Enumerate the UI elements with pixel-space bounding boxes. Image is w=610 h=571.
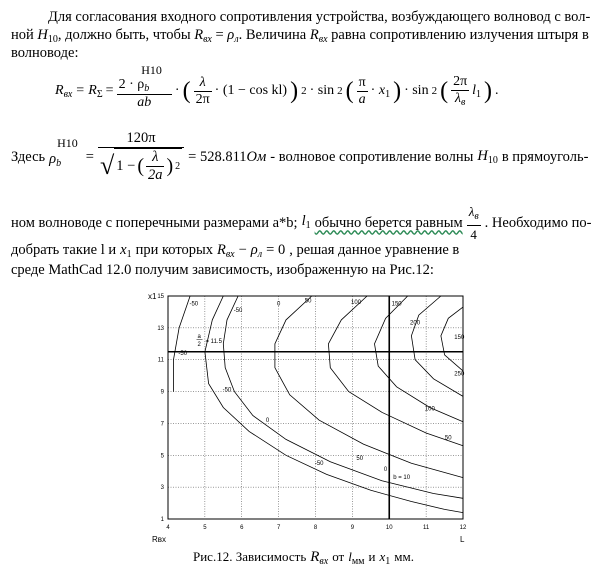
x-tick-label: 4 bbox=[166, 525, 170, 531]
var-H: H bbox=[37, 27, 48, 43]
b-annotation: b = 10 bbox=[393, 475, 411, 482]
lambda-4-fraction: $\frac{\lambda_в}{4}$ bbox=[468, 204, 479, 242]
x-tick-label: 9 bbox=[350, 525, 355, 531]
contour-label: 100 bbox=[351, 299, 362, 306]
x-tick-label: 12 bbox=[459, 525, 467, 531]
H10: $H_{10}$ bbox=[477, 148, 498, 166]
sub: вх bbox=[318, 34, 328, 45]
rin: $R_{вх}$ bbox=[216, 242, 235, 260]
corner-label: Rвх bbox=[152, 535, 167, 544]
text-post2: в прямоуголь- bbox=[501, 148, 589, 165]
eq: = 0 bbox=[266, 242, 286, 258]
paragraph1-line3: волноводе: bbox=[11, 45, 79, 61]
minus: − bbox=[238, 242, 247, 258]
var-R: R bbox=[309, 27, 319, 43]
x-tick-label: 7 bbox=[276, 525, 281, 531]
l-mm: $l_{мм}$ bbox=[348, 549, 365, 567]
x-tick-label: 6 bbox=[240, 525, 244, 531]
contour-label: 150 bbox=[391, 301, 402, 308]
text: ной bbox=[11, 27, 34, 43]
y-tick-label: 3 bbox=[160, 485, 164, 492]
paragraph2-line3: среде MathCad 12.0 получим зависимость, изображенную на Рис.12: bbox=[11, 262, 434, 278]
text: и bbox=[368, 549, 376, 564]
contour-label: 150 bbox=[454, 335, 465, 342]
x1: $x_1$ bbox=[379, 549, 391, 567]
x-tick-label: 8 bbox=[313, 525, 318, 531]
contour-label: 50 bbox=[304, 298, 312, 305]
svg-text:a: a bbox=[197, 333, 201, 340]
sin2: · sin bbox=[404, 83, 429, 98]
contour-label: 200 bbox=[410, 320, 421, 327]
x-axis-label: L bbox=[460, 535, 465, 544]
contour-line bbox=[275, 296, 463, 478]
pow: 2 bbox=[431, 85, 438, 97]
text: , решая данное уравнение в bbox=[289, 242, 460, 258]
var-R: R bbox=[194, 27, 204, 43]
text: ном волноводе с поперечными размерами a*b; bbox=[11, 214, 298, 231]
y-tick-label: 1 bbox=[160, 517, 164, 523]
text-post: - волновое сопротивление волны bbox=[270, 148, 474, 165]
eq: = bbox=[215, 27, 224, 43]
eq1: = $R_\Sigma$ bbox=[75, 82, 103, 100]
y-axis-label: x1 bbox=[148, 292, 157, 301]
paragraph1-line1: Для согласования входного сопротивления устройства, возбуждающего волновод с вол- bbox=[48, 9, 591, 25]
sin2-arg: $l_1$ bbox=[472, 82, 482, 100]
eq2: = bbox=[105, 83, 114, 98]
svg-text:= 11.5: = 11.5 bbox=[205, 338, 222, 345]
figure-caption bbox=[193, 549, 414, 567]
paren-close: ) bbox=[290, 77, 299, 104]
dot: · bbox=[174, 83, 180, 98]
contour-chart bbox=[148, 286, 473, 544]
rin: $R_{вх}$ bbox=[310, 549, 329, 567]
formula-rho bbox=[11, 123, 588, 191]
contour-label: 0 bbox=[383, 467, 388, 474]
contour-label: 250 bbox=[454, 371, 465, 378]
text-pre: Здесь bbox=[11, 148, 46, 165]
ticks bbox=[157, 294, 467, 531]
x-tick-label: 11 bbox=[423, 525, 430, 531]
y-tick-label: 9 bbox=[160, 389, 164, 396]
contour-label: 50 bbox=[444, 435, 452, 442]
paren-open: ( bbox=[345, 77, 354, 104]
contour-label: -50 bbox=[178, 350, 188, 357]
sin1: · sin bbox=[309, 83, 335, 98]
contour-label: 0 bbox=[265, 417, 270, 424]
x1: $x_1$ bbox=[120, 242, 132, 260]
contour-label: -50 bbox=[189, 301, 199, 308]
contour-line bbox=[174, 296, 191, 392]
paren-group: ( bbox=[182, 77, 191, 104]
y-tick-label: 13 bbox=[157, 325, 164, 332]
sin1-arg: · $x_1$ bbox=[370, 82, 391, 100]
var-rho: ρ bbox=[227, 27, 235, 43]
text: мм. bbox=[394, 549, 414, 564]
paren-rest: · (1 − cos kl) bbox=[214, 83, 288, 98]
text: . Величина bbox=[238, 27, 307, 43]
rho-fraction: 120π √ 1 − ( $\frac{\lambda}{2a}$ ) 2 bbox=[98, 130, 184, 184]
text: добрать такие l и bbox=[11, 242, 117, 258]
text: при которых bbox=[135, 242, 213, 258]
x-tick-label: 5 bbox=[203, 525, 207, 531]
contour-label: -50 bbox=[233, 307, 243, 314]
rho: $\rho_b^{H10}$ bbox=[49, 135, 78, 169]
y-tick-label: 15 bbox=[157, 294, 164, 300]
paren-close: ) bbox=[393, 77, 402, 104]
paragraph1-line2 bbox=[11, 27, 589, 48]
paren-open: ( bbox=[440, 77, 449, 104]
eq: = bbox=[85, 148, 94, 165]
paragraph2-line1 bbox=[11, 205, 591, 241]
sub: 10 bbox=[47, 34, 58, 45]
lhs: $R_{вх}$ bbox=[55, 82, 73, 100]
text: равна сопротивлению излучения штыря в bbox=[331, 27, 589, 43]
twopi-lambda-fraction: $\frac{2\pi}{\lambda_в}$ bbox=[453, 74, 468, 108]
pow: 2 bbox=[301, 85, 307, 97]
text: , должно быть, чтобы bbox=[57, 27, 191, 43]
contour-curves bbox=[174, 296, 464, 513]
contour-labels bbox=[178, 298, 465, 473]
pi-a-fraction: $\frac{\pi}{a}$ bbox=[358, 74, 366, 107]
contour-label: -50 bbox=[314, 460, 324, 467]
a-half-annotation bbox=[197, 334, 223, 348]
formula-rin bbox=[55, 62, 499, 120]
result: = 528.811Ом bbox=[188, 148, 267, 165]
contour-label: 50 bbox=[356, 456, 364, 463]
y-tick-label: 7 bbox=[160, 421, 164, 428]
x-tick-label: 10 bbox=[385, 525, 393, 531]
rho-l: $\rho_л$ bbox=[250, 242, 263, 260]
end: . bbox=[495, 83, 499, 98]
text: . Необходимо по- bbox=[484, 214, 592, 231]
text: от bbox=[332, 549, 345, 564]
sub: вх bbox=[203, 34, 212, 45]
paragraph2-line2 bbox=[11, 242, 459, 263]
contour-line bbox=[411, 296, 463, 396]
lambda-fraction: $\frac{\lambda}{2\pi}$ bbox=[195, 74, 210, 107]
svg-text:2: 2 bbox=[197, 341, 201, 348]
y-tick-label: 5 bbox=[160, 453, 164, 460]
pow: 2 bbox=[337, 85, 343, 97]
contour-label: -50 bbox=[222, 387, 232, 394]
l1: $l_1$ bbox=[301, 212, 311, 231]
sub: л bbox=[234, 34, 239, 45]
main-fraction: $\frac{2 \cdot \rho_bH10}{ab}$ bbox=[117, 71, 172, 111]
contour-label: 100 bbox=[424, 406, 435, 413]
y-tick-label: 11 bbox=[157, 357, 164, 364]
contour-label: 0 bbox=[276, 301, 281, 308]
text: Рис.12. Зависимость bbox=[193, 549, 307, 564]
text: обычно берется равным bbox=[314, 214, 463, 231]
grid bbox=[168, 296, 463, 519]
paren-close: ) bbox=[484, 77, 493, 104]
